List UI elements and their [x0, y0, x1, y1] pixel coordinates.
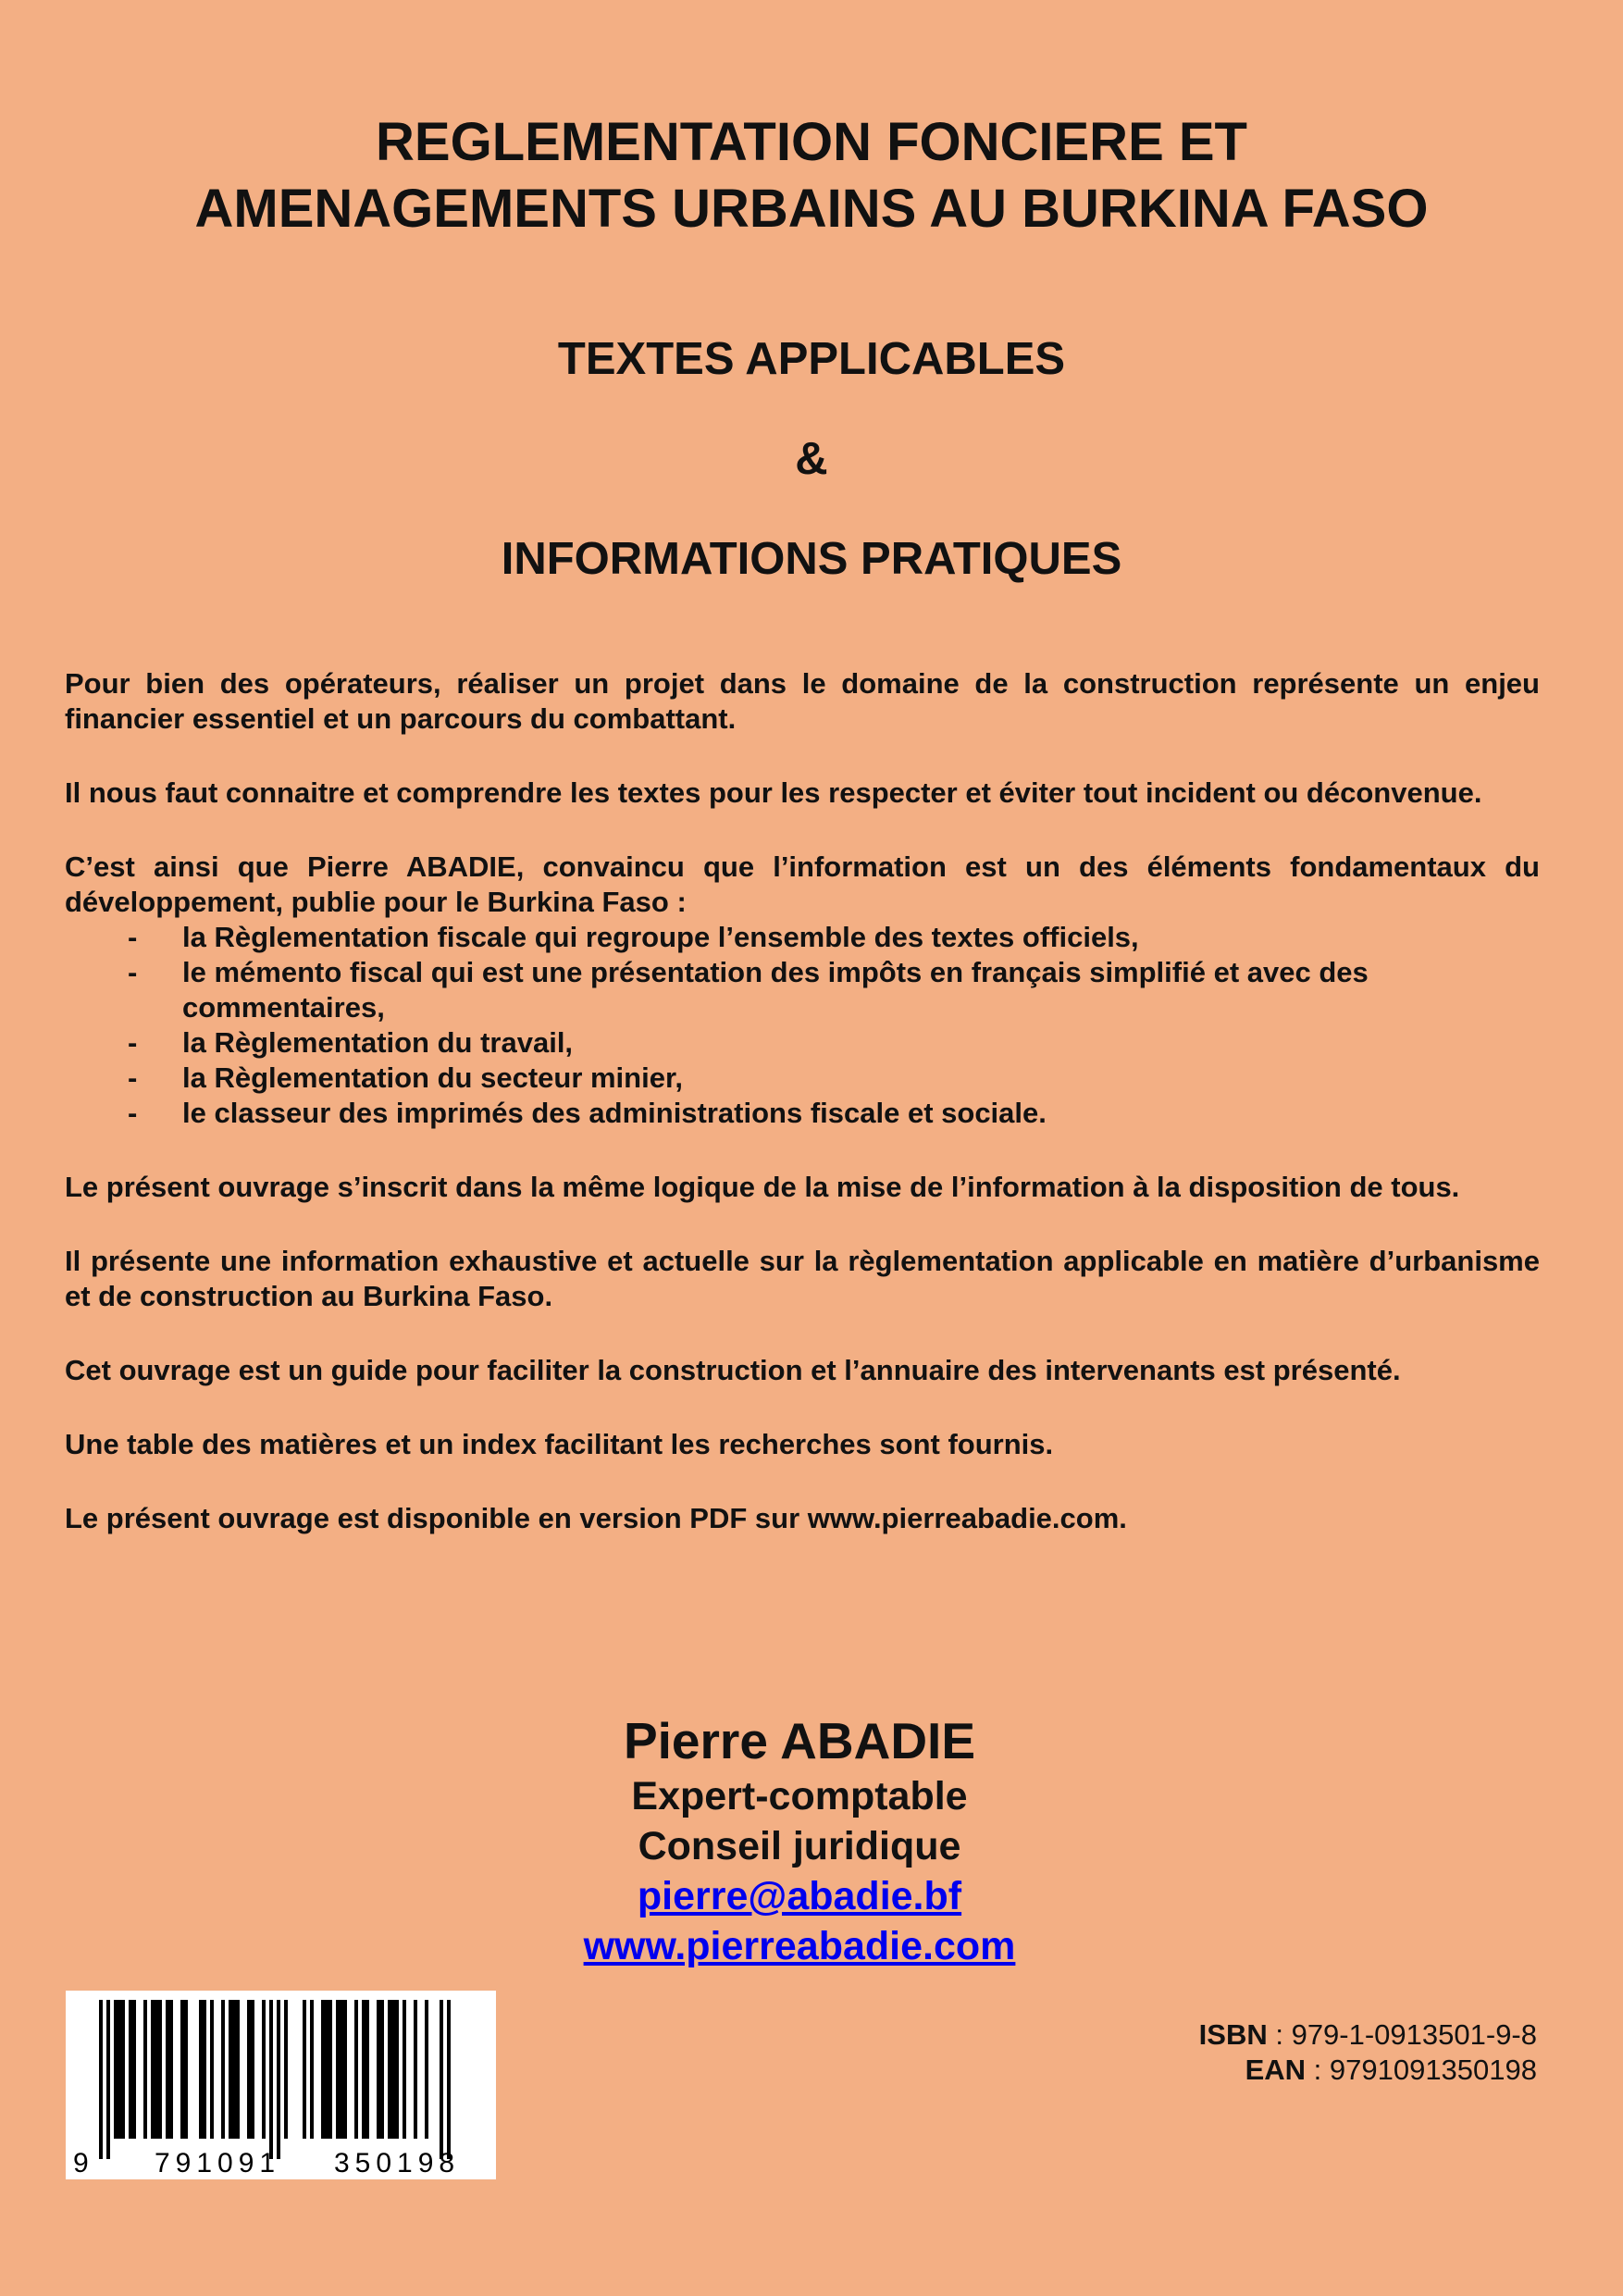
barcode-bar [395, 2000, 399, 2139]
paragraph-1: Pour bien des opérateurs, réaliser un projet dans le domaine de la construction représente un enjeu financier essentiel et un parcours du combattant. [65, 667, 1540, 735]
barcode-bar [380, 2000, 384, 2139]
list-item-text: le mémento fiscal qui est une présentation des impôts en français simplifié et avec des commentaires, [182, 956, 1369, 1024]
isbn-value: : 979-1-0913501-9-8 [1267, 2018, 1537, 2051]
barcode-bar [328, 2000, 332, 2139]
barcode-bar [155, 2000, 158, 2139]
barcode-bar [203, 2000, 206, 2139]
barcode-bar [403, 2000, 406, 2139]
paragraph-7: Une table des matières et un index facilitant les recherches sont fournis. [65, 1428, 1054, 1460]
list-dash: - [128, 1097, 138, 1129]
list-dash: - [128, 1061, 138, 1094]
paragraph-3: C’est ainsi que Pierre ABADIE, convaincu que l’information est un des éléments fondamentaux du développement, publie pour le Burkina Faso : [65, 850, 1540, 918]
barcode-bar [232, 2000, 236, 2139]
barcode-bar [143, 2000, 147, 2139]
list-item [65, 1061, 1540, 1096]
subtitle-line-1: TEXTES APPLICABLES [557, 334, 1066, 384]
barcode-bar [132, 2000, 136, 2139]
author-role-2: Conseil juridique [638, 1824, 961, 1868]
barcode-bar [447, 2000, 451, 2159]
paragraph-5: Il présente une information exhaustive et actuelle sur la règlementation applicable en matière d’urbanisme et de construction au Burkina Faso. [65, 1245, 1540, 1312]
list-item-text: le classeur des imprimés des administrations fiscale et sociale. [182, 1097, 1047, 1129]
list-dash: - [128, 921, 138, 953]
barcode-bar [210, 2000, 214, 2139]
author-email-link[interactable]: pierre@abadie.bf [637, 1874, 962, 1918]
barcode-bar [221, 2000, 225, 2139]
barcode-bar [321, 2000, 325, 2139]
author-role-1: Expert-comptable [631, 1774, 968, 1818]
paragraph-4: Le présent ouvrage s’inscrit dans la même logique de la mise de l’information à la disposition de tous. [65, 1171, 1460, 1203]
title-line-1: REGLEMENTATION FONCIERE ET [376, 112, 1247, 172]
barcode-bar [184, 2000, 188, 2139]
list-dash: - [128, 1026, 138, 1059]
paragraph-6: Cet ouvrage est un guide pour faciliter la construction et l’annuaire des intervenants est présenté. [65, 1354, 1401, 1386]
barcode-bar [99, 2000, 103, 2159]
barcode-bar [247, 2000, 251, 2139]
barcode-bar [336, 2000, 340, 2139]
barcode-bar [388, 2000, 391, 2139]
barcode-bar [325, 2000, 328, 2139]
barcode-bar [158, 2000, 162, 2139]
barcode-bar [169, 2000, 173, 2139]
barcode-bar [118, 2000, 121, 2139]
author-block [0, 1710, 1599, 1971]
barcode-bar [343, 2000, 347, 2139]
list-item [65, 955, 1540, 1025]
list-item [65, 1096, 1540, 1131]
barcode-bars [99, 2000, 451, 2159]
author-website-link[interactable]: www.pierreabadie.com [583, 1924, 1016, 1968]
barcode-bar [262, 2000, 266, 2139]
barcode-bar [106, 2000, 110, 2159]
barcode-bar [362, 2000, 365, 2139]
publications-list [65, 920, 1540, 1131]
barcode-bar [284, 2000, 288, 2139]
ean-label: EAN [1245, 2054, 1307, 2086]
barcode-bar [440, 2000, 443, 2159]
barcode-graphic [66, 1991, 496, 2179]
barcode-bar [277, 2000, 280, 2159]
paragraph-8: Le présent ouvrage est disponible en version PDF sur www.pierreabadie.com. [65, 1502, 1127, 1534]
barcode-bar [229, 2000, 232, 2139]
description [65, 666, 1540, 1575]
list-item-text: la Règlementation fiscale qui regroupe l’ensemble des textes officiels, [182, 921, 1139, 953]
barcode-bar [303, 2000, 306, 2139]
isbn-block [1199, 2017, 1537, 2088]
barcode-bar [340, 2000, 343, 2139]
list-item [65, 920, 1540, 955]
barcode-bar [199, 2000, 203, 2139]
subtitle-ampersand: & [795, 434, 828, 484]
barcode-bar [414, 2000, 417, 2139]
list-item [65, 1025, 1540, 1061]
ean-line [1199, 2053, 1537, 2088]
list-dash: - [128, 956, 138, 988]
author-name: Pierre ABADIE [623, 1712, 976, 1769]
barcode-bar [151, 2000, 155, 2139]
subtitle-line-3: INFORMATIONS PRATIQUES [501, 534, 1122, 584]
barcode-bar [114, 2000, 118, 2139]
barcode-bar [310, 2000, 314, 2139]
barcode-bar [251, 2000, 254, 2139]
title-line-2: AMENAGEMENTS URBAINS AU BURKINA FASO [194, 179, 1429, 239]
barcode-bar [269, 2000, 273, 2159]
list-item-text: la Règlementation du travail, [182, 1026, 574, 1059]
ean-value: : 9791091350198 [1306, 2054, 1537, 2086]
barcode-digit-first: 9 [73, 2148, 89, 2178]
barcode-digits-group-1: 791091 [155, 2148, 281, 2178]
paragraph-2: Il nous faut connaitre et comprendre les textes pour les respecter et éviter tout incident ou déconvenue. [65, 776, 1482, 809]
barcode-bar [180, 2000, 184, 2139]
barcode-bar [377, 2000, 380, 2139]
isbn-line [1199, 2017, 1537, 2053]
barcode-bar [391, 2000, 395, 2139]
list-item-text: la Règlementation du secteur minier, [182, 1061, 683, 1094]
barcode-bar [121, 2000, 125, 2139]
barcode-bar [166, 2000, 169, 2139]
barcode-bar [425, 2000, 428, 2139]
isbn-label: ISBN [1198, 2018, 1268, 2051]
barcode-bar [236, 2000, 240, 2139]
barcode-bar [129, 2000, 132, 2139]
barcode-bar [354, 2000, 358, 2139]
barcode-digits-group-2: 350198 [334, 2148, 461, 2178]
barcode [66, 1991, 496, 2179]
barcode-bar [365, 2000, 369, 2139]
